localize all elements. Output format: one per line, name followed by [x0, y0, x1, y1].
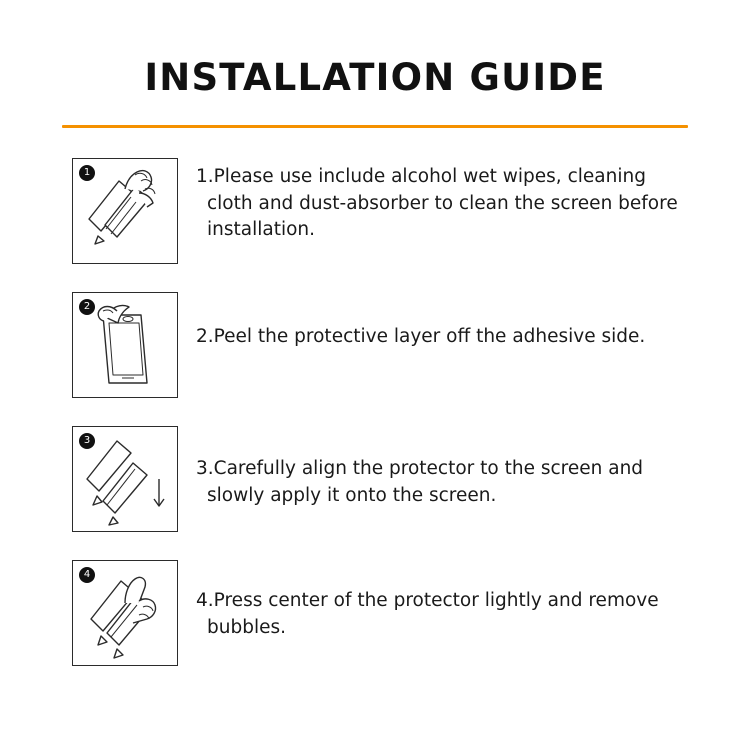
list-item: [72, 156, 682, 264]
step-number-badge: 3: [79, 433, 95, 449]
page-title: INSTALLATION GUIDE: [144, 56, 606, 99]
step-illustration-3: [72, 426, 178, 532]
step-text: 2.Peel the protective layer off the adhesive side.: [196, 325, 646, 347]
step-number-badge: 2: [79, 299, 95, 315]
step-number-badge: 1: [79, 165, 95, 181]
list-item: [72, 290, 682, 398]
step-illustration-1: [72, 158, 178, 264]
step-illustration-4: [72, 560, 178, 666]
list-item: [72, 424, 682, 532]
step-number-badge: 4: [79, 567, 95, 583]
list-item: [72, 558, 682, 666]
step-text: 3.Carefully align the protector to the screen and slowly apply it onto the screen.: [196, 457, 644, 506]
step-text: 1.Please use include alcohol wet wipes, cleaning cloth and dust-absorber to clean the screen before installation.: [196, 165, 678, 241]
title-divider: [62, 125, 688, 128]
steps-list: [40, 156, 710, 666]
step-text: 4.Press center of the protector lightly and remove bubbles.: [196, 589, 659, 638]
step-illustration-2: [72, 292, 178, 398]
